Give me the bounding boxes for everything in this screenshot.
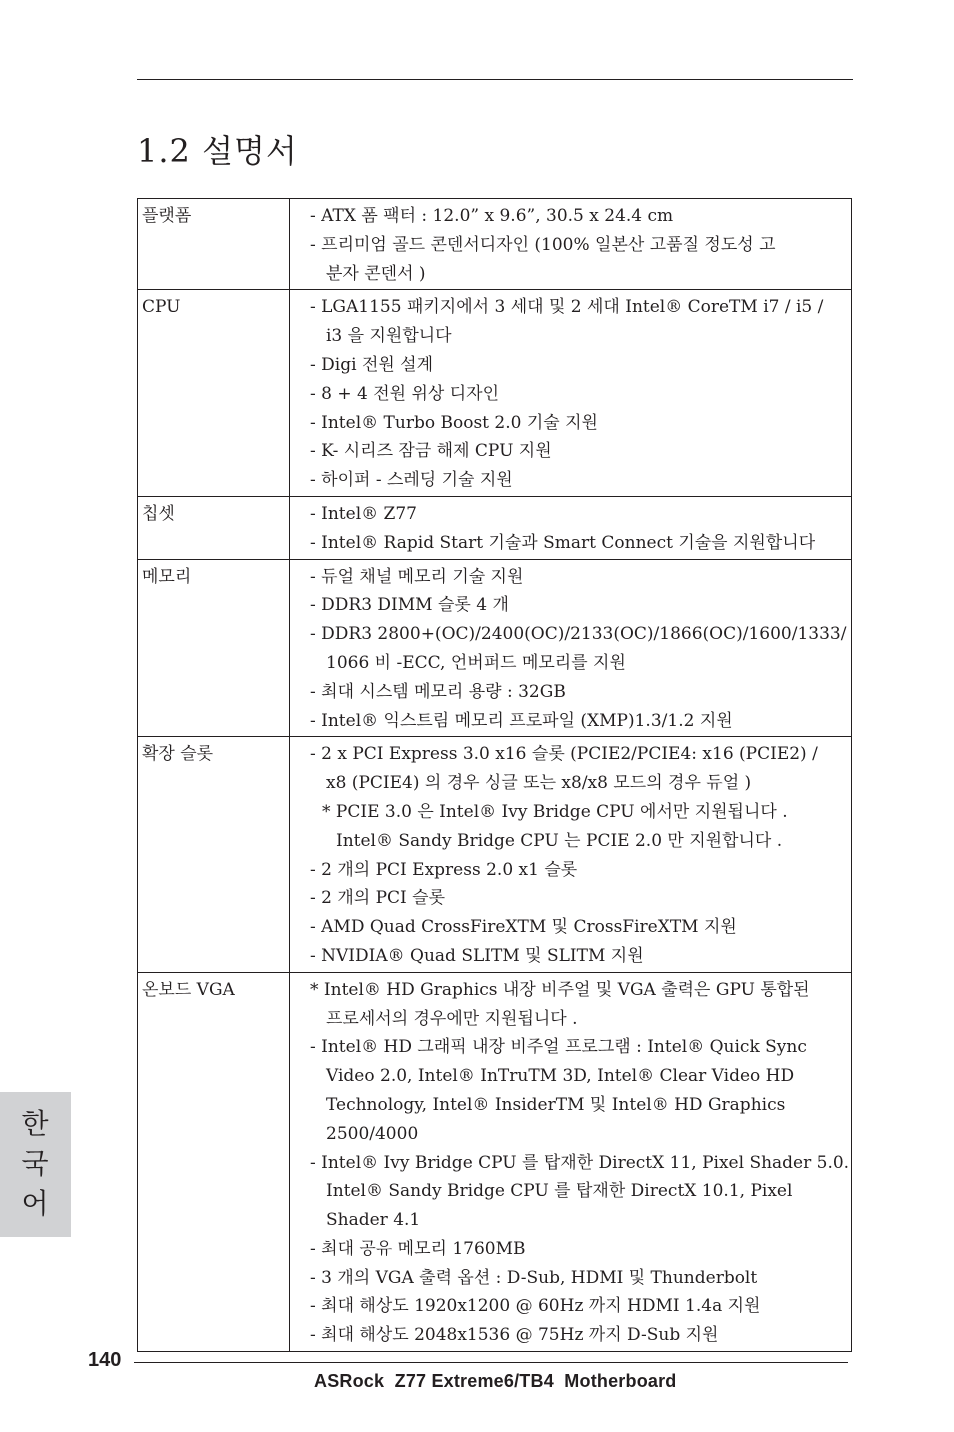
footer-rule (134, 1362, 848, 1363)
spec-line: * PCIE 3.0 은 Intel® Ivy Bridge CPU 에서만 지원됩니다 . (322, 801, 788, 822)
spec-label: 칩셋 (138, 496, 290, 559)
spec-line: 분자 콘덴서 ) (326, 263, 426, 284)
spec-line: - 2 x PCI Express 3.0 x16 슬롯 (PCIE2/PCIE4: x16 (PCIE2) / (310, 744, 818, 765)
spec-line: i3 을 지원합니다 (326, 326, 452, 347)
spec-line: - NVIDIA® Quad SLITM 및 SLITM 지원 (310, 945, 644, 966)
spec-line: - 최대 시스템 메모리 용량 : 32GB (310, 681, 566, 702)
spec-line: - Intel® HD 그래픽 내장 비주얼 프로그램 : Intel® Quick Sync (310, 1037, 807, 1058)
spec-row (138, 496, 852, 559)
spec-line: x8 (PCIE4) 의 경우 싱글 또는 x8/x8 모드의 경우 듀얼 ) (326, 773, 752, 794)
spec-line: Shader 4.1 (326, 1210, 421, 1231)
spec-line: - DDR3 2800+(OC)/2400(OC)/2133(OC)/1866(OC)/1600/1333/ (310, 624, 847, 645)
spec-line: - K- 시리즈 잠금 해제 CPU 지원 (310, 441, 552, 462)
spec-table-body (138, 199, 852, 1352)
spec-label: 확장 슬롯 (138, 737, 290, 972)
spec-label: CPU (138, 290, 290, 497)
spec-value (290, 972, 852, 1351)
spec-label: 메모리 (138, 559, 290, 737)
spec-line: - 하이퍼 - 스레딩 기술 지원 (310, 470, 513, 491)
language-side-tab-label (20, 1104, 50, 1224)
spec-line: - 8 + 4 전원 위상 디자인 (310, 383, 499, 404)
spec-line: - 최대 공유 메모리 1760MB (310, 1238, 526, 1259)
spec-line: Intel® Sandy Bridge CPU 를 탑재한 DirectX 10.1, Pixel (326, 1181, 793, 1202)
spec-line: - Intel® Z77 (310, 503, 417, 524)
spec-line: - Intel® Turbo Boost 2.0 기술 지원 (310, 412, 598, 433)
spec-label: 플랫폼 (138, 199, 290, 290)
section-heading: 설명서 (202, 132, 298, 170)
spec-row (138, 290, 852, 497)
spec-line: - Intel® Rapid Start 기술과 Smart Connect 기술을 지원합니다 (310, 532, 816, 553)
language-side-tab (0, 1092, 71, 1237)
spec-line: - Digi 전원 설계 (310, 354, 434, 375)
spec-line: 프로세서의 경우에만 지원됩니다 . (326, 1008, 578, 1029)
spec-line: Intel® Sandy Bridge CPU 는 PCIE 2.0 만 지원합니다 . (336, 830, 783, 851)
spec-line: Video 2.0, Intel® InTruTM 3D, Intel® Clear Video HD (326, 1066, 795, 1087)
spec-value (290, 496, 852, 559)
side-tab-char: 어 (21, 1187, 49, 1220)
spec-line: * Intel® HD Graphics 내장 비주얼 및 VGA 출력은 GPU 통합된 (310, 979, 810, 1000)
spec-line: 1066 비 -ECC, 언버퍼드 메모리를 지원 (326, 652, 626, 673)
spec-table (137, 198, 852, 1352)
spec-line: - Intel® 익스트림 메모리 프로파일 (XMP)1.3/1.2 지원 (310, 710, 733, 731)
spec-line: - 최대 해상도 2048x1536 @ 75Hz 까지 D-Sub 지원 (310, 1325, 719, 1346)
spec-line: 2500/4000 (326, 1123, 419, 1144)
side-tab-char: 한 (21, 1107, 49, 1140)
spec-row (138, 199, 852, 290)
spec-row (138, 972, 852, 1351)
spec-line: Technology, Intel® InsiderTM 및 Intel® HD Graphics (326, 1094, 786, 1115)
spec-line: - LGA1155 패키지에서 3 세대 및 2 세대 Intel® CoreTM i7 / i5 / (310, 297, 824, 318)
spec-line: - 2 개의 PCI 슬롯 (310, 888, 446, 909)
spec-value (290, 199, 852, 290)
section-number: 1.2 (137, 132, 191, 170)
spec-row (138, 559, 852, 737)
spec-value (290, 559, 852, 737)
spec-line: - 최대 해상도 1920x1200 @ 60Hz 까지 HDMI 1.4a 지원 (310, 1296, 761, 1317)
spec-line: - 듀얼 채널 메모리 기술 지원 (310, 566, 524, 587)
side-tab-char: 국 (21, 1147, 49, 1180)
spec-line: - 프리미엄 골드 콘덴서디자인 (100% 일본산 고품질 정도성 고 (310, 234, 776, 255)
spec-value (290, 290, 852, 497)
page-number: 140 (88, 1349, 122, 1371)
spec-line: - ATX 폼 팩터 : 12.0” x 9.6”, 30.5 x 24.4 cm (310, 206, 674, 226)
spec-line: - DDR3 DIMM 슬롯 4 개 (310, 595, 509, 616)
spec-line: - AMD Quad CrossFireXTM 및 CrossFireXTM 지원 (310, 917, 737, 938)
spec-label: 온보드 VGA (138, 972, 290, 1351)
spec-line: - Intel® Ivy Bridge CPU 를 탑재한 DirectX 11, Pixel Shader 5.0. (310, 1152, 850, 1173)
spec-line: - 3 개의 VGA 출력 옵션 : D-Sub, HDMI 및 Thunderbolt (310, 1267, 758, 1288)
section-title (137, 126, 298, 172)
top-rule (137, 79, 853, 80)
spec-row (138, 737, 852, 972)
spec-line: - 2 개의 PCI Express 2.0 x1 슬롯 (310, 859, 578, 880)
spec-value (290, 737, 852, 972)
footer-title: ASRock Z77 Extreme6/TB4 Motherboard (314, 1371, 677, 1391)
